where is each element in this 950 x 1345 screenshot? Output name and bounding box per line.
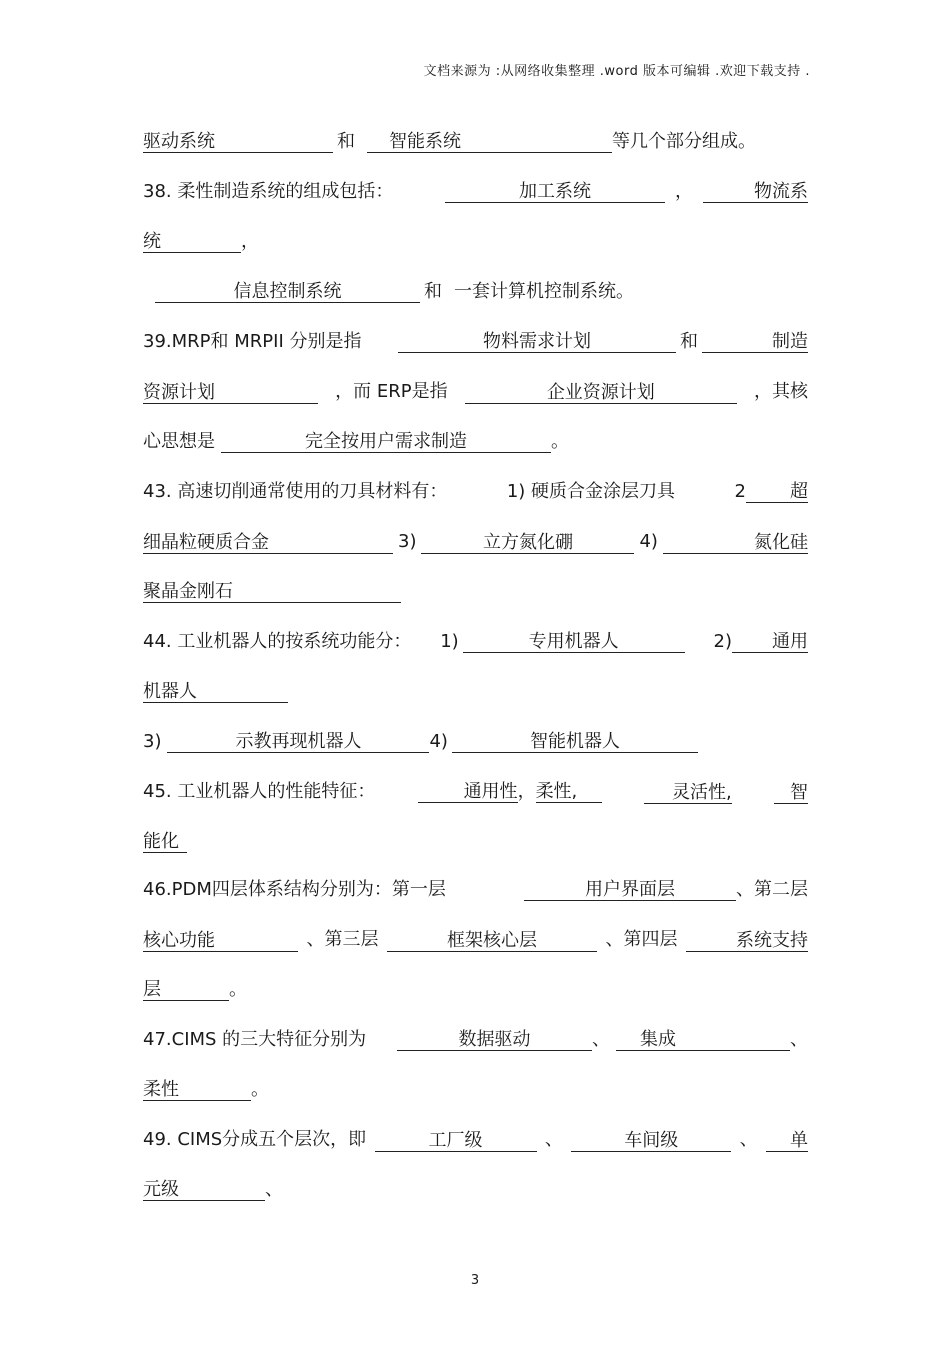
answer-4: 一套计算机控制系统。 [454,281,634,302]
answer-1: 专用机器人 [463,631,685,653]
answer-3: 框架核心层 [387,930,597,952]
answer-4: 系统支持 [686,930,808,952]
page-header: 文档来源为 :从网络收集整理 .word 版本可编辑 .欢迎下载支持 . [423,64,810,79]
question-text: 38. 柔性制造系统的组成包括： [143,181,394,202]
answer-1: 通用性 [418,781,518,803]
question-text: 44. 工业机器人的按系统功能分： [143,631,412,652]
question-44: 44. 工业机器人的按系统功能分： 1) 专用机器人 2) 通用 [143,631,808,652]
question-38: 38. 柔性制造系统的组成包括： 加工系统 ， 物流系 [143,181,808,202]
question-47-cont: 柔性 。 [143,1079,269,1100]
page-number: 3 [470,1273,480,1288]
answer-2: 制造 [702,331,808,353]
question-46-cont: 核心功能 、第三层 框架核心层 、第四层 系统支持 [143,929,808,951]
question-43-cont: 细晶粒硬质合金 3) 立方氮化硼 4) 氮化硅 [143,531,808,553]
question-49-cont: 元级 、 [143,1179,283,1200]
answer-4: 完全按用户需求制造 [221,431,551,453]
answer-4: 氮化硅 [663,532,808,554]
question-46-cont2: 层 。 [143,979,247,1000]
question-text: 46.PDM四层体系结构分别为：第一层 [143,879,446,900]
question-45-cont: 能化 [143,830,808,854]
question-43: 43. 高速切削通常使用的刀具材料有： 1) 硬质合金涂层刀具 2 超 [143,481,808,502]
question-text: 47.CIMS 的三大特征分别为 [143,1029,367,1050]
question-49: 49. CIMS分成五个层次，即 工厂级 、 车间级 、 单 [143,1129,808,1151]
question-44-cont2: 3) 示教再现机器人 4) 智能机器人 [143,730,808,754]
question-text: 49. CIMS分成五个层次，即 [143,1129,367,1150]
item-1: 1) 硬质合金涂层刀具 [506,481,676,502]
answer-2: 通用 [732,631,808,653]
question-47: 47.CIMS 的三大特征分别为 数据驱动 、 集成 、 [143,1029,808,1050]
question-46: 46.PDM四层体系结构分别为：第一层 用户界面层 、第二层 [143,879,808,900]
question-43-cont2: 聚晶金刚石 [143,580,808,604]
answer-drive-system: 驱动系统 [143,131,333,153]
answer-3: 企业资源计划 [465,382,737,404]
answer-3: 柔性 [143,1079,251,1101]
question-39: 39.MRP和 MRPII 分别是指 物料需求计划 和 制造 [143,331,808,352]
answer-3: 单 [766,1130,808,1152]
answer-1: 加工系统 [445,181,665,203]
question-39-cont: 资源计划 ，而 ERP是指 企业资源计划 ，其核 [143,381,808,403]
answer-3: 信息控制系统 [155,281,420,303]
answer-3: 示教再现机器人 [167,731,429,753]
question-45: 45. 工业机器人的性能特征： 通用性，柔性, 灵活性, 智 [143,781,808,803]
question-38-cont: 统 ， [143,231,259,252]
answer-1: 物料需求计划 [398,331,676,353]
question-text: 43. 高速切削通常使用的刀具材料有： [143,481,448,502]
answer-2: 车间级 [571,1130,731,1152]
answer-3: 立方氮化硼 [421,532,634,554]
answer-1: 用户界面层 [524,879,736,901]
answer-2: 集成 [616,1029,790,1051]
line-1: 驱动系统 和 智能系统 等几个部分组成。 [143,131,756,152]
answer-intelligent-system: 智能系统 [367,131,612,153]
question-44-cont: 机器人 [143,680,808,704]
answer-4: 智 [774,782,808,804]
question-text: 45. 工业机器人的性能特征： [143,781,376,802]
answer-2: 物流系 [703,181,808,203]
answer-4: 智能机器人 [452,731,698,753]
answer-1: 数据驱动 [397,1029,592,1051]
answer-3: 灵活性, [644,782,732,804]
answer-2: 超 [746,481,808,503]
answer-2: 核心功能 [143,930,298,952]
question-38-cont2: 信息控制系统 和 一套计算机控制系统。 [155,280,820,304]
answer-1: 工厂级 [375,1130,537,1152]
question-39-cont2: 心思想是 完全按用户需求制造 。 [143,431,569,452]
answer-2: 柔性, [536,781,602,803]
question-text: 39.MRP和 MRPII 分别是指 [143,331,362,352]
